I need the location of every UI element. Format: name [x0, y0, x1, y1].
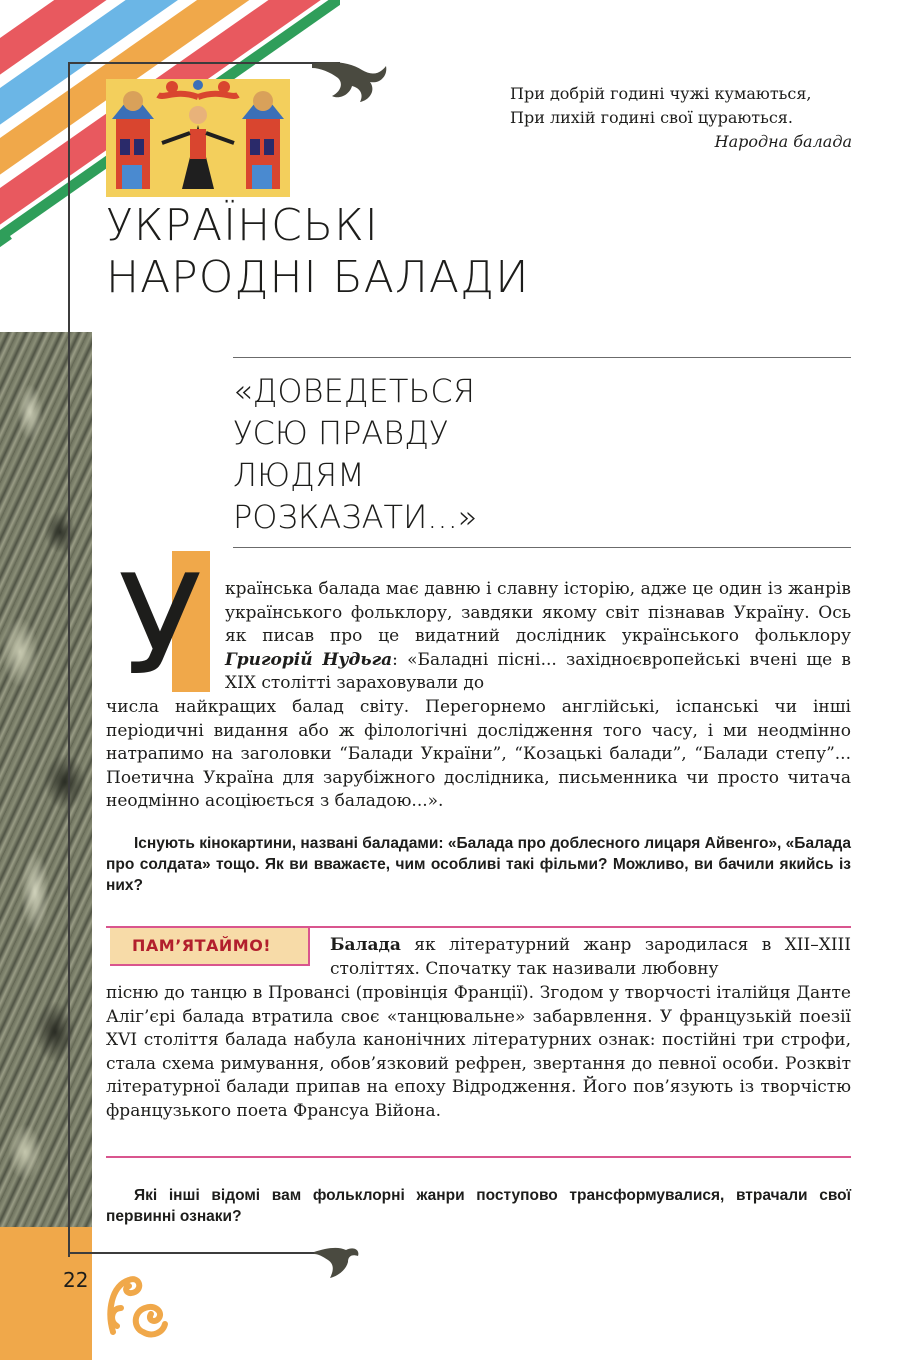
intro-paragraph-start [225, 578, 851, 696]
page-title-line: НАРОДНІ БАЛАДИ [106, 252, 530, 303]
section-title-line: ЛЮДЯМ [233, 456, 365, 494]
remember-term: Балада [330, 935, 401, 955]
drop-cap: У [118, 545, 203, 706]
author-name: Григорій Нудьга [225, 649, 393, 670]
publisher-logo-icon [103, 1272, 169, 1344]
section-rule-bottom [233, 547, 851, 548]
frame-top-line [68, 62, 340, 64]
intro-text: країнська балада має давню і славну історію, адже це один із жанрів українського фольклору, завдяки якому світ пізнавав Україну. Ось як писав про це видатний дослідник українського фольклору [225, 579, 851, 647]
remember-tag-label: ПАМ’ЯТАЙМО! [132, 936, 272, 955]
page-number: 22 [63, 1268, 89, 1292]
section-title [233, 370, 477, 538]
epigraph-line: При добрій годині чужі кумаються, [510, 84, 812, 103]
epigraph-line: При лихій годині свої цураються. [510, 108, 793, 127]
question-2: Які інші відомі вам фольклорні жанри поступово трансформувалися, втрачали свої первинні ознаки? [106, 1187, 851, 1225]
intro-paragraph-rest: числа найкращих балад світу. Перегорнемо англійські, іспанські чи інші періодичні видання або ж філологічні дослідження того часу, і ми неодмінно натрапимо на заголовки “Балади України”, “Козацькі балади”, “Балади степу”... Поетична Україна для зарубіжного дослідника, письменника чи просто читача неодмінно асоціюється з баладою...». [106, 697, 851, 812]
frame-vertical-line [68, 62, 70, 1257]
remember-paragraph: пісню до танцю в Провансі (провінція Франції). Згодом у творчості італійця Данте Аліг’єрі балада втратила своє «танцювальне» забарвлення. У французькій поезії XVI століття балада набула канонічних літературних ознак: постійні три строфи, стала схема римування, обов’язковий рефрен, звертання до певної особи. Розквіт літературної балади припав на епоху Відродження. Його пов’язують із творчістю французького поета Франсуа Війона. [106, 983, 851, 1121]
folk-art-illustration [106, 79, 290, 197]
epigraph-source: Народна балада [714, 132, 852, 151]
remember-tag [110, 928, 310, 966]
remember-rule-bottom [106, 1156, 851, 1158]
question-1: Існують кінокартини, названі баладами: «Балада про доблесного лицаря Айвенго», «Балада про солдата» тощо. Як ви вважаєте, чим особливі такі фільми? Можливо, ви бачили якийсь із них? [106, 835, 851, 894]
section-rule-top [233, 357, 851, 358]
page-corner-block [0, 1227, 92, 1360]
side-texture-image [0, 332, 92, 1227]
section-title-line: «ДОВЕДЕТЬСЯ [233, 372, 475, 410]
ornament-top-icon [310, 60, 390, 106]
ornament-bottom-icon [312, 1242, 362, 1282]
epigraph [510, 82, 852, 154]
page-title-line: УКРАЇНСЬКІ [106, 200, 379, 251]
frame-bottom-line [68, 1252, 328, 1254]
intro-text: : «Баладні пісні... західноєвропейські вчені ще в XIX столітті зараховували до [225, 649, 851, 694]
section-title-line: УСЮ ПРАВДУ [233, 414, 449, 452]
remember-text: як літературний жанр зародилася в XII–XIII століттях. Спочатку так називали любовну [330, 935, 851, 979]
remember-first-line [330, 934, 851, 981]
page-title [106, 200, 529, 304]
section-title-line: РОЗКАЗАТИ...» [233, 498, 478, 536]
